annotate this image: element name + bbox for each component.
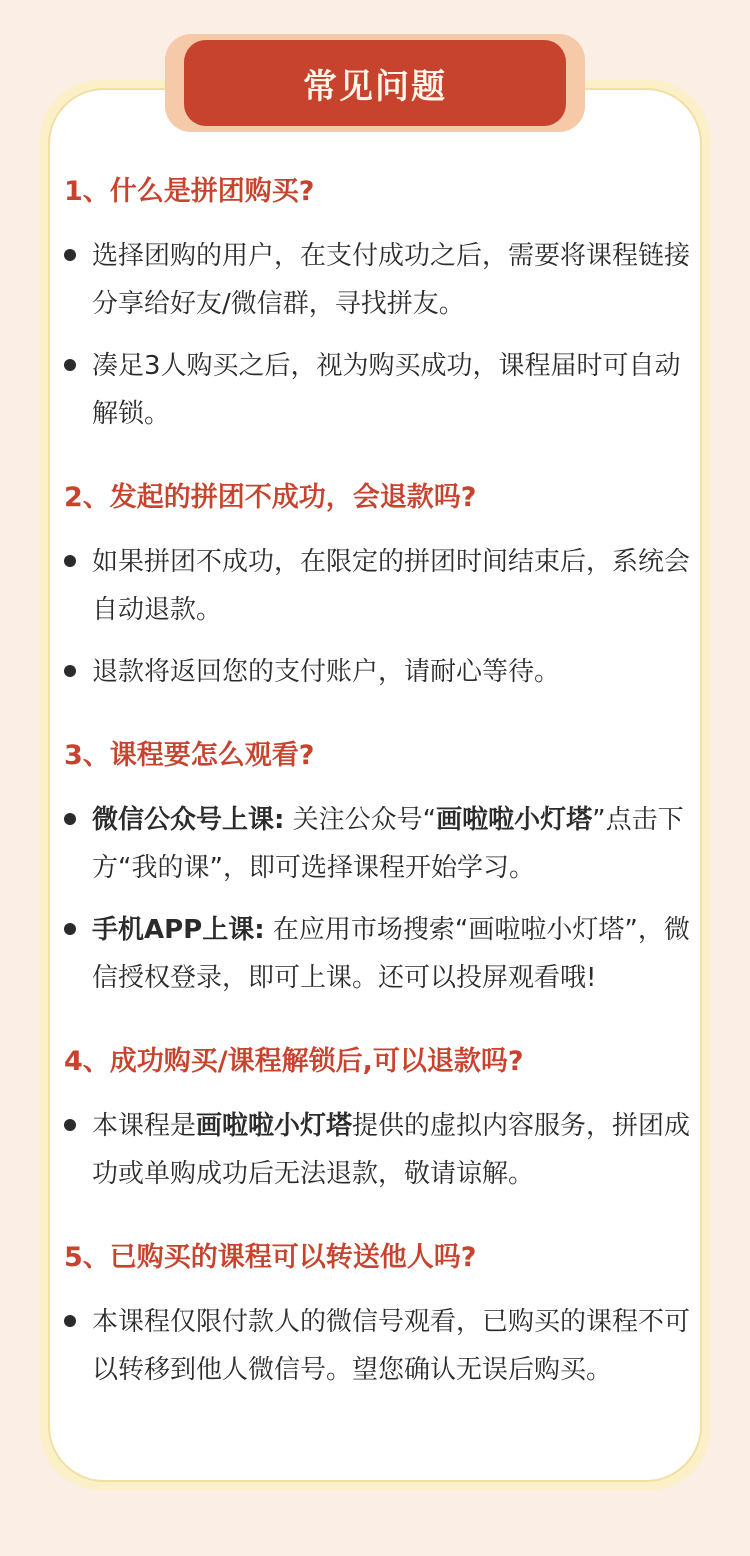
answer-label: 微信公众号上课: <box>92 805 285 835</box>
faq-section-1 <box>64 172 694 438</box>
answer-text: 本课程仅限付款人的微信号观看，已购买的课程不可以转移到他人微信号。望您确认无误后购买。 <box>92 1307 691 1385</box>
bullet-dot <box>64 359 76 371</box>
faq-answer-item <box>64 232 694 328</box>
bullet-dot <box>64 1119 76 1131</box>
faq-list <box>64 172 694 1394</box>
answer-text: 如果拼团不成功，在限定的拼团时间结束后，系统会自动退款。 <box>92 547 691 625</box>
faq-question: 4、成功购买/课程解锁后,可以退款吗? <box>64 1046 524 1077</box>
bullet-dot <box>64 813 76 825</box>
faq-section-5 <box>64 1238 694 1394</box>
faq-answer-item <box>64 906 694 1002</box>
faq-question: 2、发起的拼团不成功，会退款吗? <box>64 482 477 513</box>
answer-text: 本课程是 <box>92 1111 197 1141</box>
app-name: 画啦啦小灯塔 <box>196 1111 353 1141</box>
bullet-dot <box>64 555 76 567</box>
bullet-dot <box>64 249 76 261</box>
bullet-dot <box>64 1315 76 1327</box>
faq-answer-item <box>64 1298 694 1394</box>
answer-text: 退款将返回您的支付账户，请耐心等待。 <box>92 657 561 687</box>
faq-answer-item <box>64 648 694 696</box>
faq-answer-item <box>64 538 694 634</box>
answer-text: 提供的虚拟内容服务，拼团成功或单购成功后无法退款，敬请谅解。 <box>92 1111 691 1189</box>
faq-answer-item <box>64 342 694 438</box>
answer-text: 凑足3人购买之后，视为购买成功，课程届时可自动解锁。 <box>92 351 681 429</box>
faq-section-3 <box>64 736 694 1002</box>
faq-answer-item <box>64 796 694 892</box>
bullet-dot <box>64 923 76 935</box>
faq-question: 5、已购买的课程可以转送他人吗? <box>64 1242 477 1273</box>
faq-section-2 <box>64 478 694 696</box>
faq-question: 3、课程要怎么观看? <box>64 740 315 771</box>
app-name: 画啦啦小灯塔 <box>436 805 593 835</box>
faq-question: 1、什么是拼团购买? <box>64 176 315 207</box>
faq-section-4 <box>64 1042 694 1198</box>
answer-text: ”点击下方“我的课”，即可选择课程开始学习。 <box>92 805 684 883</box>
bullet-dot <box>64 665 76 677</box>
answer-label: 手机APP上课: <box>92 915 265 945</box>
answer-text: 在应用市场搜索“画啦啦小灯塔”，微信授权登录，即可上课。还可以投屏观看哦! <box>92 915 690 993</box>
page-title: 常见问题 <box>184 40 566 126</box>
faq-answer-item <box>64 1102 694 1198</box>
answer-text: 关注公众号“ <box>292 805 437 835</box>
answer-text: 选择团购的用户，在支付成功之后，需要将课程链接分享给好友/微信群，寻找拼友。 <box>92 241 691 319</box>
